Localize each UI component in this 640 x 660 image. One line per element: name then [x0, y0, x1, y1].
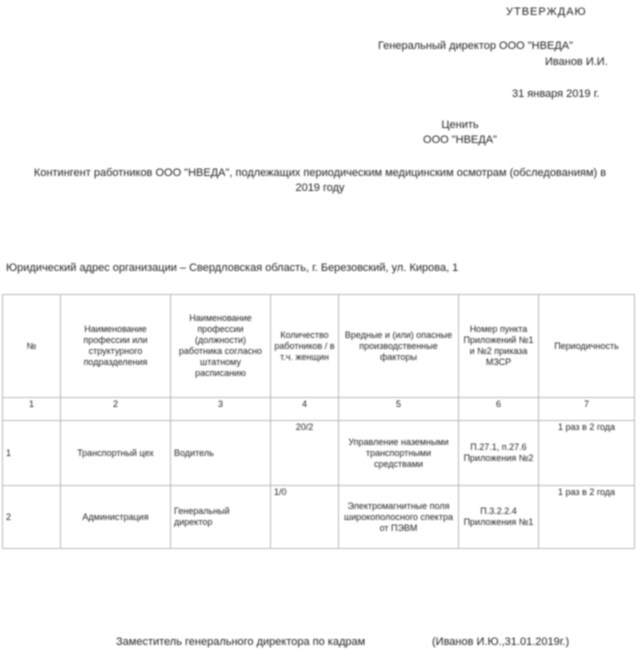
row-count: 20/2 [271, 421, 339, 486]
row-factors: Управление наземными транспортными средствами [339, 421, 459, 486]
column-number: 3 [171, 398, 271, 421]
approver-title: Генеральный директор ООО "НВЕДА" [378, 40, 573, 52]
footer-signature-label: Заместитель генерального директора по кадрам [116, 636, 366, 648]
column-number: 4 [271, 398, 339, 421]
approver-name: Иванов И.И. [545, 56, 608, 68]
row-period: 1 раз в 2 года [539, 421, 635, 486]
header-factors: Вредные и (или) опасные производственные факторы [339, 295, 459, 398]
recipient-label: Ценить [441, 119, 479, 131]
row-department: Администрация [61, 486, 171, 549]
recipient-org: ООО "НВЕДА" [423, 134, 497, 146]
header-count: Количество работников / в т.ч. женщин [271, 295, 339, 398]
header-position: Наименование профессии (должности) работника согласно штатному расписанию [171, 295, 271, 398]
row-period: 1 раз в 2 года [539, 486, 635, 549]
row-position: Генеральный директор [171, 486, 271, 549]
column-number: 2 [61, 398, 171, 421]
footer-signature-name: (Иванов И.Ю.,31.01.2019г.) [432, 636, 570, 648]
table-row [3, 486, 635, 549]
row-clause: П.3.2.2.4 Приложения №1 [459, 486, 539, 549]
approval-date: 31 января 2019 г. [512, 88, 600, 100]
legal-address: Юридический адрес организации – Свердловская область, г. Березовский, ул. Кирова, 1 [6, 262, 459, 274]
row-position: Водитель [171, 421, 271, 486]
document-title: Контингент работников ООО "НВЕДА", подлежащих периодическим медицинским осмотрам (обследованиям) в 2019 году [33, 167, 607, 194]
column-number: 1 [3, 398, 61, 421]
examination-table [2, 294, 635, 549]
table-column-numbers-row [3, 398, 635, 421]
row-clause: П.27.1, п.27.6 Приложения №2 [459, 421, 539, 486]
table-header-row [3, 295, 635, 398]
column-number: 6 [459, 398, 539, 421]
row-factors: Электромагнитные поля широкополосного спектра от ПЭВМ [339, 486, 459, 549]
row-number: 1 [3, 421, 61, 486]
row-count: 1/0 [271, 486, 339, 549]
header-number: № [3, 295, 61, 398]
recipient-block [400, 118, 520, 148]
column-number: 5 [339, 398, 459, 421]
table-row [3, 421, 635, 486]
row-department: Транспортный цех [61, 421, 171, 486]
approval-label: УТВЕРЖДАЮ [506, 6, 587, 18]
row-number: 2 [3, 486, 61, 549]
header-department: Наименование профессии или структурного подразделения [61, 295, 171, 398]
header-clause: Номер пункта Приложений №1 и №2 приказа МЗСР [459, 295, 539, 398]
header-period: Периодичность [539, 295, 635, 398]
column-number: 7 [539, 398, 635, 421]
